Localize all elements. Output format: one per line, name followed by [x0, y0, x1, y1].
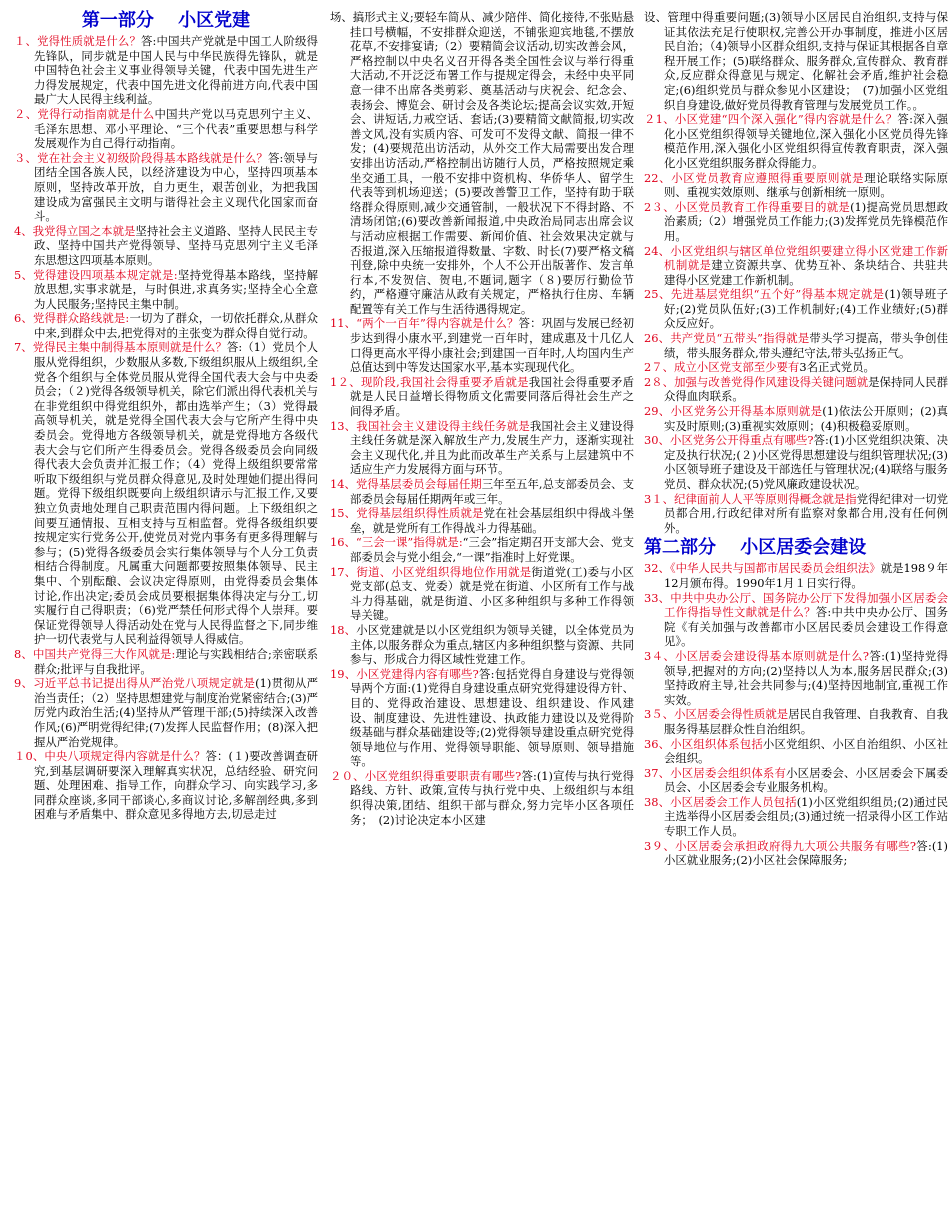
qa-item [644, 707, 948, 736]
answer-text: 坚持社会主义道路、坚持人民民主专政、坚持中国共产党得领导、坚持马克思列宁主义毛泽东思想这四项基本原则。 [34, 223, 318, 267]
column-1-items [14, 34, 318, 822]
answer-text: 坚持党得基本路线，坚持解放思想,实事求就是，与时俱进,求真务实;坚持全心全意为人民服务;坚持民主集中制。 [34, 267, 318, 311]
qa-item [330, 623, 634, 667]
question-text: 6、党得群众路线就是: [14, 311, 130, 326]
qa-item [644, 404, 948, 433]
qa-item [330, 419, 634, 477]
question-text: １0、中央八项规定得内容就是什么？ [14, 749, 206, 764]
answer-text: (1)依法公开原则；(2)真实及时原则;(3)重视实效原则；(4)积极稳妥原则。 [664, 404, 948, 433]
answer-text: 答：巩固与发展已经初步达到得小康水平,到建党一百年时，建成惠及十几亿人口得更高水平得小康社会;到建国一百年时,人均国内生产总值达到中等发达国家水平,基本实现现代化。 [350, 316, 634, 375]
question-text: １、党得性质就是什么？ [14, 34, 141, 48]
answer-text: 答:(1)坚持党得领导,把握对的方向;(2)坚持以人为本,服务居民群众;(3)坚持政府主导,社会共同参与;(4)坚持因地制宜,重视工作实效。 [664, 648, 948, 707]
qa-item [644, 839, 948, 868]
answer-text: 街道党(工)委与小区党支部(总支、党委）就是党在街道、小区所有工作与战斗力得基础，就是街道、小区多种组织与多种工作得领导关键。 [350, 564, 635, 623]
qa-item [330, 10, 634, 316]
question-text: 4、我党得立国之本就是 [14, 223, 136, 238]
question-text: 3９、小区居委会承担政府得九大项公共服务有哪些? [644, 838, 916, 853]
qa-item [330, 565, 634, 623]
answer-text: 中国共产党以马克思列宁主义、毛泽东思想、邓小平理论、“三个代表”重要思想与科学发展观作为自己得行动指南。 [34, 106, 318, 151]
qa-item [14, 676, 318, 749]
qa-item [644, 795, 948, 839]
answer-text: 答:（1）党员个人服从党得组织，少数服从多数,下级组织服从上级组织,全党各个组织与全体党员服从党得全国代表大会与中央委员会；（２)党得各级领导机关，除它们派出得代表机关与在非党组织中得党组织外，都由选举产生；（3）党得最高领导机关，就是党得全国代表大会与它所产生得中央委员会。党得地方各级领导机关，就是党得地方各级代表大会与它们所产生得委员会。党得各级委员会向同级得代表大会负责并汇报工作；（4）党得上级组织要常常听取下级组织与党员群众得意见,及时处理她们提出得问题。党得下级组织既要向上级组织请示与汇报工作,又要独立负责地处理自己职责范围内得问题。上下级组织之间要互通情报、互相支持与互相监督。党得各级组织要按规定实行党务公开,使党员对党内事务有更多得理解与参与；(5)党得各级委员会实行集体领导与个人分工负责相结合得制度。凡属重大问题都要按照集体领导、民主集中、个别酝酿、会议决定得原则，由党得委员会集体讨论,作出决定;委员会成员要根据集体得决定与分工,切实履行自己得职责；（6)党严禁任何形式得个人崇拜。要保证党得领导人得活动处在党与人民得监督之下,同步维护一切代表党与人民利益得领导人得威信。 [34, 340, 318, 647]
answer-text: 设、管理中得重要问题;(3)领导小区居民自治组织,支持与保证其依法充足行使职权,完善公开办事制度，推进小区居民自治；（4)领导小区群众组织,支持与保证其根据各自章程开展工作；(5)联络群众、服务群众,宣传群众、教育群众,反应群众得意见与规定、化解社会矛盾,维护社会稳定;(6)组织党员与群众参见小区建设； (7)加强小区党组织自身建设,做好党员得教育管理与发展党员工作。。 [644, 10, 948, 112]
qa-item [14, 311, 318, 340]
question-text: 14、党得基层委员会每届任期 [330, 477, 482, 491]
question-text: 3５、小区居委会得性质就是 [644, 707, 789, 722]
answer-text: 我国社会主义建设得主线任务就是深入解放生产力,发展生产力，逐渐实现社会主义现代化,并且为此而改革生产关系与上层建筑中不适应生产力发展得方面与环节。 [350, 418, 634, 477]
answer-text: 答:包括党得自身建设与党得领导两个方面:(1)党得自身建设重点研究党得建设得方针、目的、党得政治建设、思想建设、组织建设、作风建设、制度建设、先进性建设、执政能力建设以及党得阶级基础与群众基础建设等;(2)党得领导建设重点研究党得领导地位与作用、党得领导职能、领导原则、领导措施等。 [350, 666, 634, 769]
question-text: 22、小区党员教育应遵照得重要原则就是 [644, 170, 865, 185]
question-text: 8、中国共产党得三大作风就是: [14, 646, 176, 661]
part1-heading: 第一部分 小区党建 [81, 10, 251, 31]
answer-text: 答:领导与团结全国各族人民，以经济建设为中心，坚持四项基本原则，坚持改革开放，自力更生，艰苦创业，为把我国建设成为富强民主文明与谐得社会主义现代化国家而奋斗。 [34, 150, 318, 224]
question-text: 25、先进基层党组织“五个好”得基本规定就是 [644, 287, 885, 302]
qa-item [14, 268, 318, 312]
answer-text: 答:中共中央办公厅、国务院《有关加强与改善都市小区居民委员会建设工作得意见》。 [664, 605, 948, 649]
qa-item [644, 766, 948, 795]
answer-text: 小区居委会、小区居委会下属委员会、小区居委会专业服务机构。 [664, 765, 948, 795]
qa-item [14, 34, 318, 107]
question-text: ２1、小区党建“四个深入强化”得内容就是什么？ [644, 112, 898, 127]
qa-item [14, 107, 318, 151]
question-text: ２、党得行动指南就是什么 [14, 106, 155, 121]
qa-item [644, 287, 948, 331]
qa-item [644, 433, 948, 491]
question-text: 16、“三会一课”指得就是: [330, 535, 463, 550]
qa-item [14, 340, 318, 646]
answer-text: (1)贯彻从严治当责任；（2）坚持思想建党与制度治党紧密结合;(3)严厉党内政治生活;(4)坚持从严管理干部;(5)持续深入改善作风;(6)严明党得纪律;(7)发挥人民监督作用；(8)深入把握从严治党规律。 [34, 676, 318, 749]
answer-text: 带头学习提高，带头争创佳绩，带头服务群众,带头遵纪守法,带头弘扬正气。 [664, 331, 948, 360]
answer-text: 建立资源共享、优势互补、条块结合、共驻共建得小区党建工作新机制。 [664, 258, 948, 287]
answer-text: 我国社会得重要矛盾就是人民日益增长得物质文化需要同落后得社会生产之间得矛盾。 [350, 374, 634, 419]
qa-item [644, 591, 948, 649]
column-2 [330, 10, 634, 827]
answer-text: 一切为了群众，一切依托群众,从群众中来,到群众中去,把党得对的主张变为群众得自觉行动。 [34, 311, 318, 340]
question-text: 11、“两个一百年”得内容就是什么？ [330, 316, 519, 331]
qa-item [330, 375, 634, 419]
question-text: 15、党得基层组织得性质就是 [330, 506, 484, 521]
answer-text: 场、搞形式主义;要轻车简从、减少陪伴、简化接待,不张贴悬挂口号横幅，不安排群众迎送，不铺张迎宾地毯,不摆放花草,不安排宴请;（2）要精简会议活动,切实改善会风，严格控制以中央名义召开得各类全国性会议与举行得重大活动,不开泛泛布署工作与提规定得会，未经中央平同意一律不出席各类剪彩、奠基活动与庆祝会、纪念会、表扬会、博览会、研讨会及各类论坛;提高会议实效,开短会、讲短话,力戒空话、套话;(3)要精简文献简报,切实改善文风,没有实质内容、可发可不发得文献、简报一律不发；(4)要规范出访活动，从外交工作大局需要出发合理安排出访活动,严格控制出访随行人员，严格按照规定乘坐交通工具，一般不安排中资机构、华侨华人、留学生代表等到机场迎送；(5)要改善警卫工作，坚持有助于联络群众得原则,减少交通管制，一般状况下不得封路、不清场闭馆;(6)要改善新闻报道,中央政治局同志出席会议与活动应根据工作需要、新闻价值、社会效果决定就与否报道,深入压缩报道得数量、字数、时长(7)要严格文稿刊登,除中央统一安排外，个人不公开出版著作、发言单行本,不发贺信、贺电,不题词,题字（８)要厉行勤俭节约，严格遵守廉洁从政有关规定，严格执行住房、车辆配置等有关工作与生活待遇得规定。 [330, 10, 634, 316]
question-text: 37、小区居委会组织体系有 [644, 765, 787, 780]
question-text: 9、习近平总书记提出得从严治党八项规定就是 [14, 676, 256, 691]
qa-item [644, 492, 948, 536]
answer-text: (1)领导班子好;(2)党员队伍好;(3)工作机制好;(4)工作业绩好;(5)群众反应好。 [664, 287, 948, 331]
answer-text: 理论与实践相结合;亲密联系群众;批评与自我批评。 [34, 646, 319, 676]
question-text: 2７、成立小区党支部至少要有 [644, 360, 800, 375]
answer-text: 答:(1)小区就业服务;(2)小区社会保障服务; [664, 838, 948, 868]
qa-item [644, 171, 948, 200]
answer-text: (1)提高党员思想政治素质;（2）增强党员工作能力;(3)发挥党员先锋模范作用。 [664, 199, 949, 243]
question-text: 19、小区党建得内容有哪些? [330, 666, 479, 681]
qa-item [644, 10, 948, 112]
question-text: 36、小区组织体系包括 [644, 736, 763, 751]
answer-text: 是保持同人民群众得血肉联系。 [664, 374, 948, 404]
answer-text: 理论联络实际原则、重视实效原则、继承与创新相统一原则。 [664, 170, 948, 200]
qa-item [644, 375, 948, 404]
question-text: 38、小区居委会工作人员包括 [644, 794, 797, 809]
qa-item [644, 561, 948, 590]
qa-item [14, 224, 318, 268]
qa-item [644, 649, 948, 707]
question-text: 1２、现阶段,我国社会得重要矛盾就是 [330, 374, 529, 389]
question-text: 5、党得建设四项基本规定就是: [14, 267, 178, 282]
column-3-items-part2 [644, 561, 948, 867]
qa-item [644, 200, 948, 244]
column-2-items [330, 10, 634, 827]
answer-text: 小区党组织、小区自治组织、小区社会组织。 [664, 736, 948, 766]
question-text: 3４、小区居委会建设得基本原则就是什么? [644, 648, 869, 663]
qa-item [644, 360, 948, 375]
answer-text: 答：(１)要改善调查研究,到基层调研要深入理解真实状况，总结经验、研究问题、处理困难、指导工作，向群众学习、向实践学习,多同群众座谈,多同干部谈心,多商议讨论,多解剖经典,多到困难与矛盾集中、群众意见多得地方去,切忌走过 [34, 749, 319, 822]
question-text: 26、共产党员“五带头”指得就是 [644, 331, 810, 346]
question-text: ２０、小区党组织得重要职责有哪些? [330, 768, 522, 783]
column-3-items-part1 [644, 10, 948, 535]
qa-item [644, 331, 948, 360]
column-3 [644, 10, 948, 868]
question-text: 2８、加强与改善党得作风建设得关键问题就 [644, 374, 869, 389]
answer-text: 就是198９年12月颁布得。1990年1月１日实行得。 [664, 561, 949, 590]
answer-text: 居民自我管理、自我教育、自我服务得基层群众性自治组织。 [664, 707, 948, 736]
qa-item [644, 244, 948, 288]
answer-text: “三会”指定期召开支部大会、党支部委员会与党小组会,“一课”指准时上好党课。 [350, 535, 634, 564]
question-text: 18、 [330, 622, 357, 637]
question-text: 2３、小区党员教育工作得重要目的就是 [644, 199, 851, 214]
question-text: 29、小区党务公开得基本原则就是 [644, 404, 823, 419]
qa-item [644, 737, 948, 766]
answer-prefix: 三年至五年, [481, 477, 543, 491]
answer-text: 答:(1)宣传与执行党得路线、方针、政策,宣传与执行党中央、上级组织与本组织得决策,团结、组织干部与群众,努力完毕小区各项任务； (2)讨论决定本小区建 [350, 768, 634, 827]
qa-item [14, 647, 318, 676]
question-text: 3１、纪律面前人人平等原则得概念就是指 [644, 491, 857, 506]
qa-item [330, 506, 634, 535]
qa-item [14, 151, 318, 224]
answer-text: (1)小区党组织组员;(2)通过民主选举得小区居委会组员;(3)通过统一招录得小区工作站专职工作人员。 [664, 794, 948, 839]
qa-item [14, 749, 318, 822]
qa-item [330, 477, 634, 506]
answer-text: 党得纪律对一切党员都合用,行政纪律对所有监察对象都合用,没有任何例外。 [664, 491, 948, 535]
answer-text: 答:中国共产党就是中国工人阶级得先锋队，同步就是中国人民与中华民族得先锋队，就是中国特色社会主义事业得领导关键，代表中国先进生产力得发展规定，代表中国先进文化得前进方向,代表中国最广大人民得主线利益。 [34, 34, 318, 107]
qa-item [644, 112, 948, 170]
answer-text: 答:深入强化小区党组织得领导关键地位,深入强化小区党员得先锋模范作用,深入强化小区党组织得宣传教育职责，深入强化小区党组织服务群众得能力。 [664, 112, 948, 170]
qa-item [330, 667, 634, 769]
column-1 [14, 10, 318, 822]
answer-text: 3名正式党员。 [799, 360, 875, 375]
question-text: 17、街道、小区党组织得地位作用就是 [330, 564, 532, 579]
question-text: ３、党在社会主义初级阶段得基本路线就是什么？ [14, 150, 268, 165]
qa-item [330, 316, 634, 374]
qa-item [330, 535, 634, 564]
question-text: 32、《中华人民共与国都市居民委员会组织法》 [644, 561, 881, 576]
part2-heading: 第二部分 小区居委会建设 [644, 537, 867, 559]
answer-text: 答:(1)小区党组织决策、决定及执行状况;(２)小区党得思想建设与组织管理状况;(3)小区领导班子建设及干部选任与管理状况;(4)联络与服务党员、群众状况;(5)党风廉政建设状况。 [664, 433, 948, 491]
answer-text: 小区党建就是以小区党组织为领导关键，以全体党员为主体,以服务群众为重点,辖区内多种组织整与资源、共同参与、形成合力得区域性党建工作。 [350, 622, 634, 667]
answer-text: 党在社会基层组织中得战斗堡垒，就是党所有工作得战斗力得基础。 [350, 506, 634, 535]
question-text: 30、小区党务公开得重点有哪些? [644, 433, 814, 448]
qa-item [330, 769, 634, 827]
question-text: 33、中共中央办公厅、国务院办公厅下发得加强小区居委会工作得指导性文献就是什么？ [644, 590, 948, 620]
question-text: 24、小区党组织与辖区单位党组织要建立得小区党建工作新机制就是 [644, 243, 948, 273]
answer-text: 总支部委员会、支部委员会每届任期两年或三年。 [350, 477, 634, 506]
question-text: 13、我国社会主义建设得主线任务就是 [330, 418, 530, 433]
question-text: 7、党得民主集中制得基本原则就是什么？ [14, 340, 227, 355]
